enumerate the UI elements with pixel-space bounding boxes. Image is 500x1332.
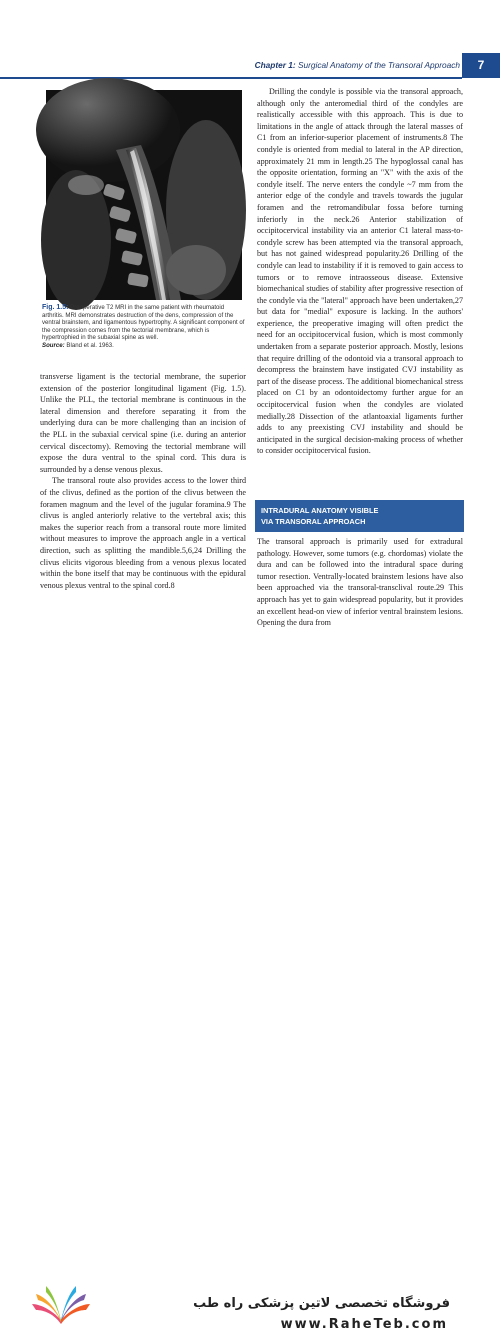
right-paragraph-2: The transoral approach is primarily used for extradural pathology. However, some tumors (e.g. chordomas) violate the dura and can be followed into the intradural space during tumor resection. Ventrally-located brainstem lesions have also been approached via the transoral-transclival route.29 This approach has yet to gain widespread popularity, but it provides an excellent head-on view of inferior ventral brainstem lesions. Opening the dura from xyxy=(257,537,463,628)
running-head xyxy=(255,60,460,70)
right-column-text-2 xyxy=(257,536,463,629)
page-number: 7 xyxy=(462,53,500,78)
source-text: Bland et al. 1963. xyxy=(66,341,114,349)
page-header xyxy=(0,0,500,78)
chapter-label: Chapter 1: xyxy=(254,60,296,70)
right-column-text xyxy=(257,86,463,457)
figure-label: Fig. 1.5: xyxy=(42,304,69,311)
page-footer xyxy=(0,640,500,1332)
header-rule xyxy=(0,77,462,79)
section-heading-line-1: INTRADURAL ANATOMY VISIBLE xyxy=(261,506,379,515)
section-heading-line-2: VIA TRANSORAL APPROACH xyxy=(261,517,366,526)
left-column-text xyxy=(40,371,246,591)
section-heading xyxy=(255,500,464,532)
figure-caption-text: Preoperative T2 MRI in the same patient with rheumatoid arthritis. MRI demonstrates destruction of the dens, compression of the ventral brainstem, and ligamentous hypertrophy. A significant component of the compression comes from the tectorial membrane, which is hypertrophied in the subaxial spine as well. xyxy=(42,304,245,341)
footer-persian-text: فروشگاه تخصصی لاتین پزشکی راه طب xyxy=(193,1296,450,1311)
chapter-title: Surgical Anatomy of the Transoral Approach xyxy=(297,60,460,70)
figure-caption xyxy=(42,304,246,349)
right-paragraph-1: Drilling the condyle is possible via the transoral approach, although only the anteromedial third of the condyles are realistically accessible with this approach. This is due to limitations in the angle of attack through the lateral masses of C1 from an inferior-superior placement of instruments.8 The condyle is oriented from medial to lateral in the AP direction, approximately 21 mm in length.25 The hypoglossal canal has the opposite orientation, forming an "X" with the axis of the condyle itself. The nerve enters the condyle ~7 mm from the anterior edge of the condyle and travels towards the jugular foramen and the retromandibular fossa before turning inferiorly in the neck.26 Anterior stabilization of occipitocervical instability via an anterior C1 lateral mass-to-condyle screw has been attempted via the transoral approach, but has not gained widespread popularity.26 Drilling of the condyle can lead to instability if it is removed to gain access to tumors or to remove intraosseous disease. Extensive biomechanical studies of stability after progressive resection of the condyle via the "lateral" approach have been undertaken,27 but data for "medial" exposure is lacking. In the authors' experience, the preoperative imaging will often predict the need for an occipitocervical fusion, which is most commonly undertaken from a separate posterior approach. Mostly, lesions that require drilling of the odontoid via a transoral approach to decompress the brainstem have instigated CVJ instability as part of the disease process. The additional biomechanical stress placed on C1 by an odontoidectomy further argue for an occipitocervical fusion when the condyles are violated medially.28 Dissection of the atlantoaxial ligaments further adds to any preexisting CVJ instability and should be anticipated in the surgical decision-making process of whether to consider occipitocervical fusion. xyxy=(257,87,463,456)
source-label: Source: xyxy=(42,341,65,349)
figure-1-5 xyxy=(40,90,246,360)
left-paragraph-2: The transoral route also provides access to the lower third of the clivus, defined as the portion of the clivus between the foramen magnum and the level of the jugular foramina.9 The clivus is angled anteriorly relative to the vertebral axis; this makes the superior reach from a transoral route more limited without measures to improve the approach angle in a vertical direction, such as splitting the mandible.5,6,24 Drilling the clivus elicits vigorous bleeding from a venous plexus located within the bone itself that may be continuous with the epidural venous plexus ventral to the spinal cord.8 xyxy=(40,476,246,590)
left-paragraph-1: transverse ligament is the tectorial membrane, the superior extension of the posterior longitudinal ligament (Fig. 1.5). Unlike the PLL, the tectorial membrane is continuous in the lateral dimension and therefore separating it from the underlying dura can be more challenging than an incision of the PLL in the subaxial cervical spine (i.e. during an anterior cervical discectomy). Removing the tectorial membrane will expose the dura ventral to the spinal cord. This dura is surrounded by a dense venous plexus. xyxy=(40,372,246,474)
footer-website: www.RaheTeb.com xyxy=(280,1317,448,1332)
mri-image xyxy=(46,90,242,300)
book-logo-icon xyxy=(30,1280,92,1328)
